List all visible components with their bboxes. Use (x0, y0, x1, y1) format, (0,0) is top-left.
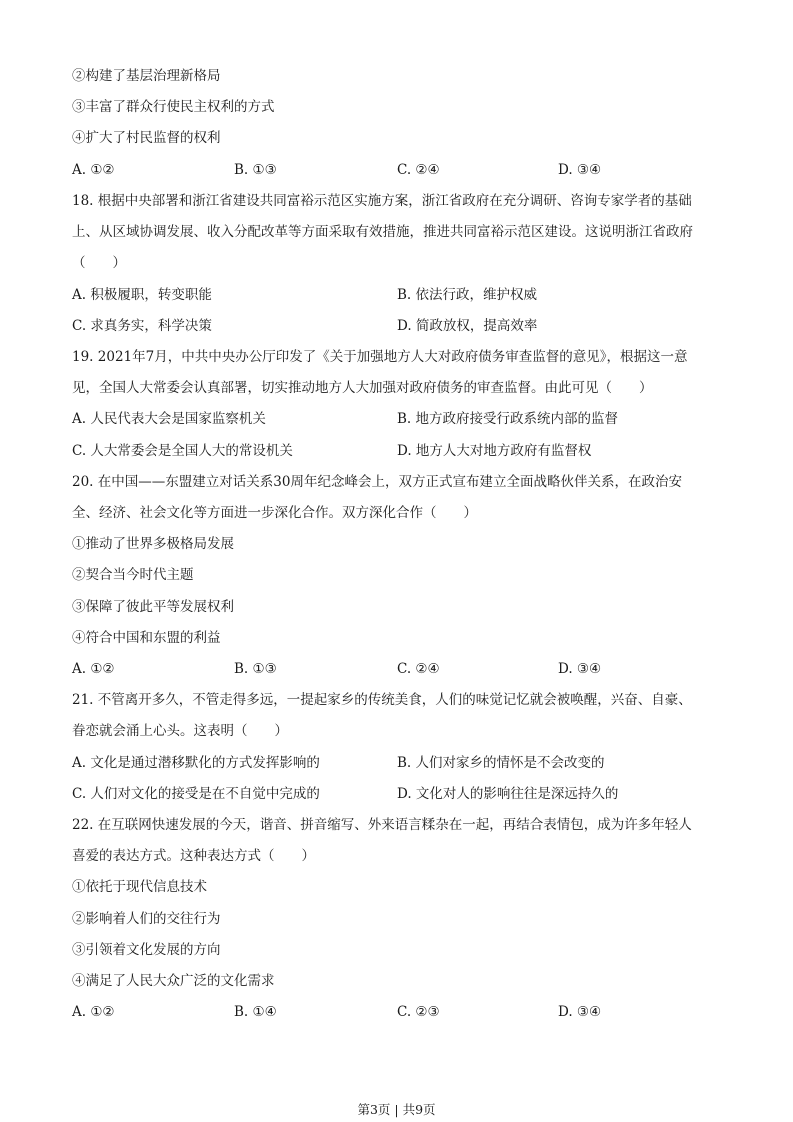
q21-stem-line-1: 21. 不管离开多久，不管走得多远，一提起家乡的传统美食，人们的味觉记忆就会被唤醒，兴奋、自豪、 (72, 692, 692, 708)
q22-option-b: B. ①④ (234, 1004, 277, 1020)
q22-item-4: ④满足了人民大众广泛的文化需求 (72, 973, 275, 989)
q19-option-b: B. 地方政府接受行政系统内部的监督 (397, 411, 619, 427)
q17-option-c: C. ②④ (397, 162, 440, 178)
q19-option-a: A. 人民代表大会是国家监察机关 (72, 411, 266, 427)
q18-option-d: D. 简政放权，提高效率 (397, 318, 538, 334)
q17-option-a: A. ①② (72, 162, 115, 178)
q17-option-b: B. ①③ (234, 162, 277, 178)
q17-item-3: ③丰富了群众行使民主权利的方式 (72, 99, 275, 115)
q20-item-1: ①推动了世界多极格局发展 (72, 536, 234, 552)
q17-item-2: ②构建了基层治理新格局 (72, 68, 221, 84)
q21-stem-line-2: 眷恋就会涌上心头。这表明（ ） (72, 723, 288, 739)
q19-option-c: C. 人大常委会是全国人大的常设机关 (72, 443, 293, 459)
q22-item-1: ①依托于现代信息技术 (72, 879, 207, 895)
q17-item-4: ④扩大了村民监督的权利 (72, 130, 221, 146)
q19-stem-line-1: 19. 2021年7月，中共中央办公厅印发了《关于加强地方人大对政府债务审查监督的意见》，根据这一意 (72, 349, 688, 365)
q20-item-4: ④符合中国和东盟的利益 (72, 630, 221, 646)
q18-stem-line-3: （ ） (72, 255, 126, 271)
q18-option-b: B. 依法行政，维护权威 (397, 287, 538, 303)
q22-stem-line-2: 喜爱的表达方式。这种表达方式（ ） (72, 848, 315, 864)
page-footer: 第3页 | 共9页 (357, 1102, 436, 1117)
q18-option-a: A. 积极履职，转变职能 (72, 287, 212, 303)
q21-option-d: D. 文化对人的影响往往是深远持久的 (397, 786, 619, 802)
q17-option-d: D. ③④ (558, 162, 602, 178)
q20-option-b: B. ①③ (234, 661, 277, 677)
q20-option-d: D. ③④ (558, 661, 602, 677)
q18-option-c: C. 求真务实，科学决策 (72, 318, 212, 334)
q20-option-a: A. ①② (72, 661, 115, 677)
q22-option-d: D. ③④ (558, 1004, 602, 1020)
q22-stem-line-1: 22. 在互联网快速发展的今天，谐音、拼音缩写、外来语言糅杂在一起，再结合表情包，成为许多年轻人 (72, 817, 692, 833)
q21-option-c: C. 人们对文化的接受是在不自觉中完成的 (72, 786, 320, 802)
q21-option-b: B. 人们对家乡的情怀是不会改变的 (397, 755, 605, 771)
q21-option-a: A. 文化是通过潜移默化的方式发挥影响的 (72, 755, 320, 771)
q22-item-2: ②影响着人们的交往行为 (72, 911, 221, 927)
q22-item-3: ③引领着文化发展的方向 (72, 942, 221, 958)
q20-item-3: ③保障了彼此平等发展权利 (72, 599, 234, 615)
q18-stem-line-2: 上、从区域协调发展、收入分配改革等方面采取有效措施，推进共同富裕示范区建设。这说明浙江省政府 (72, 224, 693, 240)
q22-option-a: A. ①② (72, 1004, 115, 1020)
q19-option-d: D. 地方人大对地方政府有监督权 (397, 443, 592, 459)
q20-stem-line-2: 全、经济、社会文化等方面进一步深化合作。双方深化合作（ ） (72, 505, 477, 521)
q19-stem-line-2: 见，全国人大常委会认真部署，切实推动地方人大加强对政府债务的审查监督。由此可见（ ） (72, 380, 653, 396)
q20-item-2: ②契合当今时代主题 (72, 567, 194, 583)
q20-option-c: C. ②④ (397, 661, 440, 677)
q18-stem-line-1: 18. 根据中央部署和浙江省建设共同富裕示范区实施方案，浙江省政府在充分调研、咨询专家学者的基础 (72, 193, 692, 209)
q22-option-c: C. ②③ (397, 1004, 440, 1020)
q20-stem-line-1: 20. 在中国——东盟建立对话关系30周年纪念峰会上，双方正式宣布建立全面战略伙伴关系，在政治安 (72, 474, 682, 490)
